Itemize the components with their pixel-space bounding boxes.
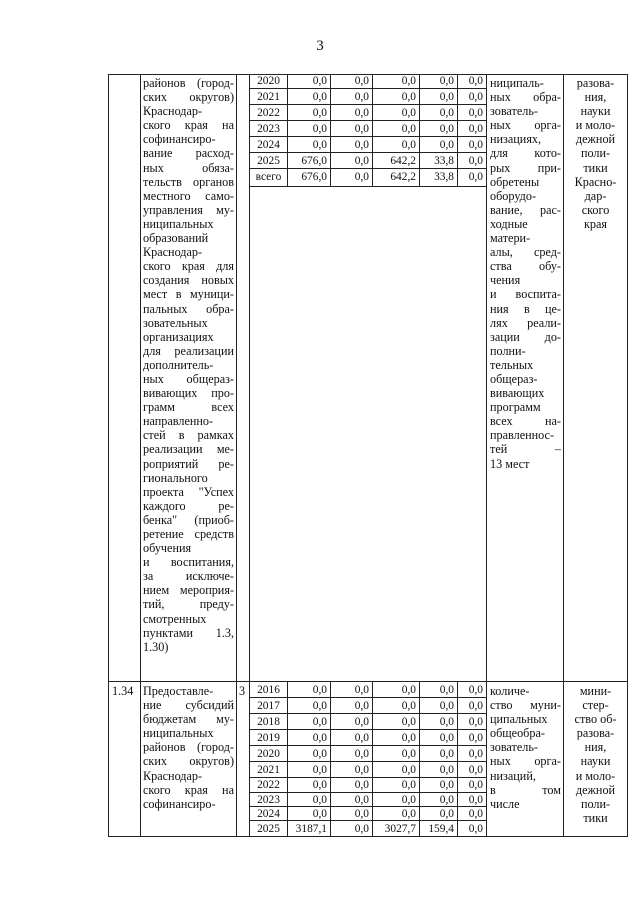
regional-cell: 0,0: [401, 794, 416, 806]
total-cell: 0,0: [312, 75, 327, 87]
federal-cell: 0,0: [354, 716, 369, 728]
result-line: рых при-: [490, 160, 561, 175]
customer-line: ского: [581, 202, 610, 217]
result-line: тельных: [490, 357, 534, 372]
desc-line: пунктами 1.3,: [143, 625, 234, 640]
result-line: зователь-: [490, 740, 538, 755]
row-line: [249, 186, 486, 187]
regional-cell: 0,0: [401, 716, 416, 728]
total-cell: 0,0: [312, 684, 327, 696]
desc-line: за исключе-: [143, 569, 234, 584]
desc-line: софинансиро-: [143, 796, 216, 811]
result-line: зации до-: [490, 329, 561, 344]
extra-cell: 0,0: [468, 171, 483, 183]
row-line: [249, 168, 486, 169]
result-line: количе-: [490, 684, 530, 698]
year-cell: 2021: [257, 91, 280, 103]
desc-line: стей в рамках: [143, 428, 234, 443]
federal-cell: 0,0: [354, 808, 369, 820]
desc-line: зовательных: [143, 315, 208, 330]
desc-line: бенка" (приоб-: [143, 512, 234, 527]
federal-cell: 0,0: [354, 764, 369, 776]
desc-line: организациях: [143, 329, 214, 344]
year-cell: 2023: [257, 794, 280, 806]
year-cell: 2024: [257, 808, 280, 820]
desc-line: каждого ре-: [143, 498, 234, 513]
block1-customer: [566, 76, 625, 231]
extra-cell: 0,0: [468, 684, 483, 696]
desc-line: Краснодар-: [143, 104, 203, 119]
customer-line: разова-: [576, 726, 615, 741]
federal-cell: 0,0: [354, 91, 369, 103]
desc-line: ных обяза-: [143, 160, 234, 175]
result-line: матери-: [490, 231, 531, 246]
year-cell: 2017: [257, 700, 280, 712]
local-cell: 0,0: [439, 75, 454, 87]
regional-cell: 0,0: [401, 764, 416, 776]
col-border-desc: [236, 74, 237, 837]
result-line: общераз-: [490, 371, 538, 386]
block2-description: [143, 684, 234, 811]
desc-line: обучения: [143, 541, 192, 556]
total-cell: 0,0: [312, 794, 327, 806]
total-cell: 676,0: [301, 155, 327, 167]
result-line: тей –: [490, 442, 561, 457]
local-cell: 0,0: [439, 779, 454, 791]
extra-cell: 0,0: [468, 75, 483, 87]
federal-cell: 0,0: [354, 107, 369, 119]
block2-term: 3: [239, 684, 246, 698]
regional-cell: 642,2: [390, 155, 416, 167]
desc-line: вивающих про-: [143, 386, 234, 401]
extra-cell: 0,0: [468, 155, 483, 167]
regional-cell: 0,0: [401, 91, 416, 103]
desc-line: роприятий ре-: [143, 456, 234, 471]
row-line: [249, 120, 486, 121]
regional-cell: 0,0: [401, 748, 416, 760]
local-cell: 0,0: [439, 764, 454, 776]
extra-cell: 0,0: [468, 732, 483, 744]
local-cell: 0,0: [439, 684, 454, 696]
result-line: низаций,: [490, 768, 536, 783]
desc-line: смотренных: [143, 611, 207, 626]
desc-line: 1.30): [143, 639, 169, 654]
extra-cell: 0,0: [468, 700, 483, 712]
result-line: ния в це-: [490, 301, 561, 316]
year-cell: 2020: [257, 748, 280, 760]
desc-line: местного само-: [143, 188, 234, 203]
year-cell: 2022: [257, 779, 280, 791]
desc-line: тий, преду-: [143, 597, 234, 612]
year-cell: 2019: [257, 732, 280, 744]
customer-line: разова-: [576, 76, 615, 90]
regional-cell: 0,0: [401, 139, 416, 151]
total-cell: 0,0: [312, 764, 327, 776]
extra-cell: 0,0: [468, 823, 483, 835]
result-line: чения: [490, 273, 521, 288]
desc-line: Краснодар-: [143, 768, 203, 783]
federal-cell: 0,0: [354, 779, 369, 791]
result-line: оборудо-: [490, 188, 536, 203]
row-line: [249, 88, 486, 89]
local-cell: 0,0: [439, 107, 454, 119]
total-cell: 3187,1: [295, 823, 327, 835]
regional-cell: 0,0: [401, 732, 416, 744]
desc-line: образований: [143, 231, 209, 246]
federal-cell: 0,0: [354, 700, 369, 712]
year-cell: 2023: [257, 123, 280, 135]
local-cell: 0,0: [439, 700, 454, 712]
customer-line: ния,: [584, 90, 607, 105]
regional-cell: 0,0: [401, 75, 416, 87]
col-border-left: [108, 74, 109, 837]
total-cell: 0,0: [312, 107, 327, 119]
federal-cell: 0,0: [354, 155, 369, 167]
result-line: лях реали-: [490, 315, 561, 330]
block1-description: [143, 76, 234, 654]
local-cell: 0,0: [439, 91, 454, 103]
row-line: [249, 713, 486, 714]
col-border-num: [140, 74, 141, 837]
col-border-right: [627, 74, 628, 837]
result-line: правленнос-: [490, 428, 555, 443]
customer-line: поли-: [580, 796, 611, 811]
year-cell: 2022: [257, 107, 280, 119]
row-line: [249, 136, 486, 137]
desc-line: бюджетам му-: [143, 712, 234, 727]
col-border-extra: [486, 74, 487, 837]
desc-line: гионального: [143, 470, 208, 485]
col-border-result: [563, 74, 564, 837]
federal-cell: 0,0: [354, 748, 369, 760]
extra-cell: 0,0: [468, 764, 483, 776]
row-line: [249, 761, 486, 762]
local-cell: 33,8: [434, 155, 454, 167]
desc-line: для реализации: [143, 343, 234, 358]
customer-line: края: [583, 216, 608, 231]
result-line: вание, рас-: [490, 202, 561, 217]
total-cell: 0,0: [312, 700, 327, 712]
result-line: ходные: [490, 216, 528, 231]
desc-line: дополнитель-: [143, 357, 214, 372]
federal-cell: 0,0: [354, 139, 369, 151]
desc-line: ных общераз-: [143, 371, 234, 386]
desc-line: Предоставле-: [143, 684, 214, 698]
customer-line: мини-: [579, 684, 612, 698]
customer-line: тики: [583, 810, 608, 825]
local-cell: 0,0: [439, 732, 454, 744]
customer-line: науки: [580, 754, 611, 769]
desc-line: нием мероприя-: [143, 583, 234, 598]
block2-result: [490, 684, 561, 811]
desc-line: вание расход-: [143, 146, 234, 161]
block1-result: [490, 76, 561, 471]
result-line: ципальных: [490, 712, 548, 727]
federal-cell: 0,0: [354, 123, 369, 135]
desc-line: ниципальных: [143, 216, 214, 231]
regional-cell: 0,0: [401, 779, 416, 791]
desc-line: районов (город-: [143, 76, 234, 90]
row-line: [249, 697, 486, 698]
extra-cell: 0,0: [468, 107, 483, 119]
block-separator: [108, 681, 627, 682]
extra-cell: 0,0: [468, 123, 483, 135]
desc-line: ских округов): [143, 90, 234, 105]
customer-line: и моло-: [575, 768, 616, 783]
result-line: ных орга-: [490, 118, 561, 133]
row-line: [249, 104, 486, 105]
desc-line: районов (город-: [143, 740, 234, 755]
year-cell: 2018: [257, 716, 280, 728]
result-line: вивающих: [490, 386, 545, 401]
row-line: [249, 729, 486, 730]
result-line: ниципаль-: [490, 76, 544, 90]
year-cell: 2020: [257, 75, 280, 87]
result-line: всех на-: [490, 414, 561, 429]
desc-line: ских округов): [143, 754, 234, 769]
desc-line: Краснодар-: [143, 245, 203, 260]
total-cell: 0,0: [312, 732, 327, 744]
result-line: ство муни-: [490, 698, 561, 713]
result-line: полни-: [490, 343, 526, 358]
desc-line: и воспитания,: [143, 555, 234, 570]
regional-cell: 0,0: [401, 808, 416, 820]
year-cell: 2024: [257, 139, 280, 151]
regional-cell: 3027,7: [384, 823, 416, 835]
local-cell: 0,0: [439, 716, 454, 728]
extra-cell: 0,0: [468, 716, 483, 728]
result-line: для кото-: [490, 146, 561, 161]
regional-cell: 0,0: [401, 700, 416, 712]
federal-cell: 0,0: [354, 75, 369, 87]
result-line: обретены: [490, 174, 540, 189]
total-cell: 0,0: [312, 139, 327, 151]
result-line: числе: [490, 796, 520, 811]
result-line: низациях,: [490, 132, 542, 147]
extra-cell: 0,0: [468, 794, 483, 806]
total-cell: 676,0: [301, 171, 327, 183]
regional-cell: 0,0: [401, 107, 416, 119]
year-cell: 2025: [257, 155, 280, 167]
regional-cell: 0,0: [401, 123, 416, 135]
federal-cell: 0,0: [354, 732, 369, 744]
local-cell: 0,0: [439, 123, 454, 135]
federal-cell: 0,0: [354, 794, 369, 806]
customer-line: ство об-: [574, 712, 617, 727]
local-cell: 0,0: [439, 808, 454, 820]
extra-cell: 0,0: [468, 779, 483, 791]
total-cell: 0,0: [312, 123, 327, 135]
federal-cell: 0,0: [354, 823, 369, 835]
local-cell: 0,0: [439, 794, 454, 806]
year-cell: всего: [255, 171, 282, 183]
customer-line: дежной: [575, 782, 616, 797]
table-bottom-border: [108, 836, 627, 837]
federal-cell: 0,0: [354, 171, 369, 183]
year-cell: 2016: [257, 684, 280, 696]
desc-line: ниципальных: [143, 726, 214, 741]
row-line: [249, 745, 486, 746]
desc-line: мест в муници-: [143, 287, 234, 302]
local-cell: 159,4: [428, 823, 454, 835]
extra-cell: 0,0: [468, 91, 483, 103]
extra-cell: 0,0: [468, 808, 483, 820]
result-line: алы, сред-: [490, 245, 561, 260]
result-line: зователь-: [490, 104, 538, 119]
page-number: 3: [316, 38, 324, 54]
local-cell: 33,8: [434, 171, 454, 183]
result-line: ства обу-: [490, 259, 561, 274]
total-cell: 0,0: [312, 716, 327, 728]
row-line: [249, 152, 486, 153]
desc-line: грамм всех: [143, 400, 234, 415]
desc-line: софинансиро-: [143, 132, 216, 147]
regional-cell: 642,2: [390, 171, 416, 183]
desc-line: тельств органов: [143, 174, 234, 189]
block2-customer: [566, 684, 625, 825]
customer-line: тики: [583, 160, 608, 175]
customer-line: Красно-: [574, 174, 617, 189]
year-cell: 2021: [257, 764, 280, 776]
desc-line: ского края на: [143, 782, 234, 797]
desc-line: ретение средств: [143, 527, 234, 541]
customer-line: науки: [580, 104, 611, 119]
desc-line: пальных обра-: [143, 301, 234, 316]
result-line: ных обра-: [490, 90, 561, 105]
desc-line: создания новых: [143, 273, 234, 288]
result-line: общеобра-: [490, 726, 545, 741]
desc-line: ние субсидий: [143, 698, 234, 713]
desc-line: проекта "Успех: [143, 484, 234, 499]
regional-cell: 0,0: [401, 684, 416, 696]
customer-line: дар-: [584, 188, 607, 203]
desc-line: направленно-: [143, 414, 214, 429]
desc-line: ского края для: [143, 259, 234, 274]
local-cell: 0,0: [439, 748, 454, 760]
customer-line: поли-: [580, 146, 611, 161]
local-cell: 0,0: [439, 139, 454, 151]
desc-line: реализации ме-: [143, 442, 234, 457]
result-line: программ: [490, 400, 541, 415]
total-cell: 0,0: [312, 91, 327, 103]
result-line: ных орга-: [490, 754, 561, 769]
customer-line: и моло-: [575, 118, 616, 133]
result-line: 13 мест: [490, 456, 530, 471]
desc-line: ского края на: [143, 118, 234, 133]
total-cell: 0,0: [312, 748, 327, 760]
customer-line: стер-: [582, 698, 609, 713]
customer-line: дежной: [575, 132, 616, 147]
year-cell: 2025: [257, 823, 280, 835]
customer-line: ния,: [584, 740, 607, 755]
extra-cell: 0,0: [468, 748, 483, 760]
block2-number: 1.34: [112, 684, 134, 698]
total-cell: 0,0: [312, 779, 327, 791]
extra-cell: 0,0: [468, 139, 483, 151]
result-line: в том: [490, 782, 561, 797]
federal-cell: 0,0: [354, 684, 369, 696]
total-cell: 0,0: [312, 808, 327, 820]
desc-line: управления му-: [143, 202, 234, 217]
result-line: и воспита-: [490, 287, 561, 302]
